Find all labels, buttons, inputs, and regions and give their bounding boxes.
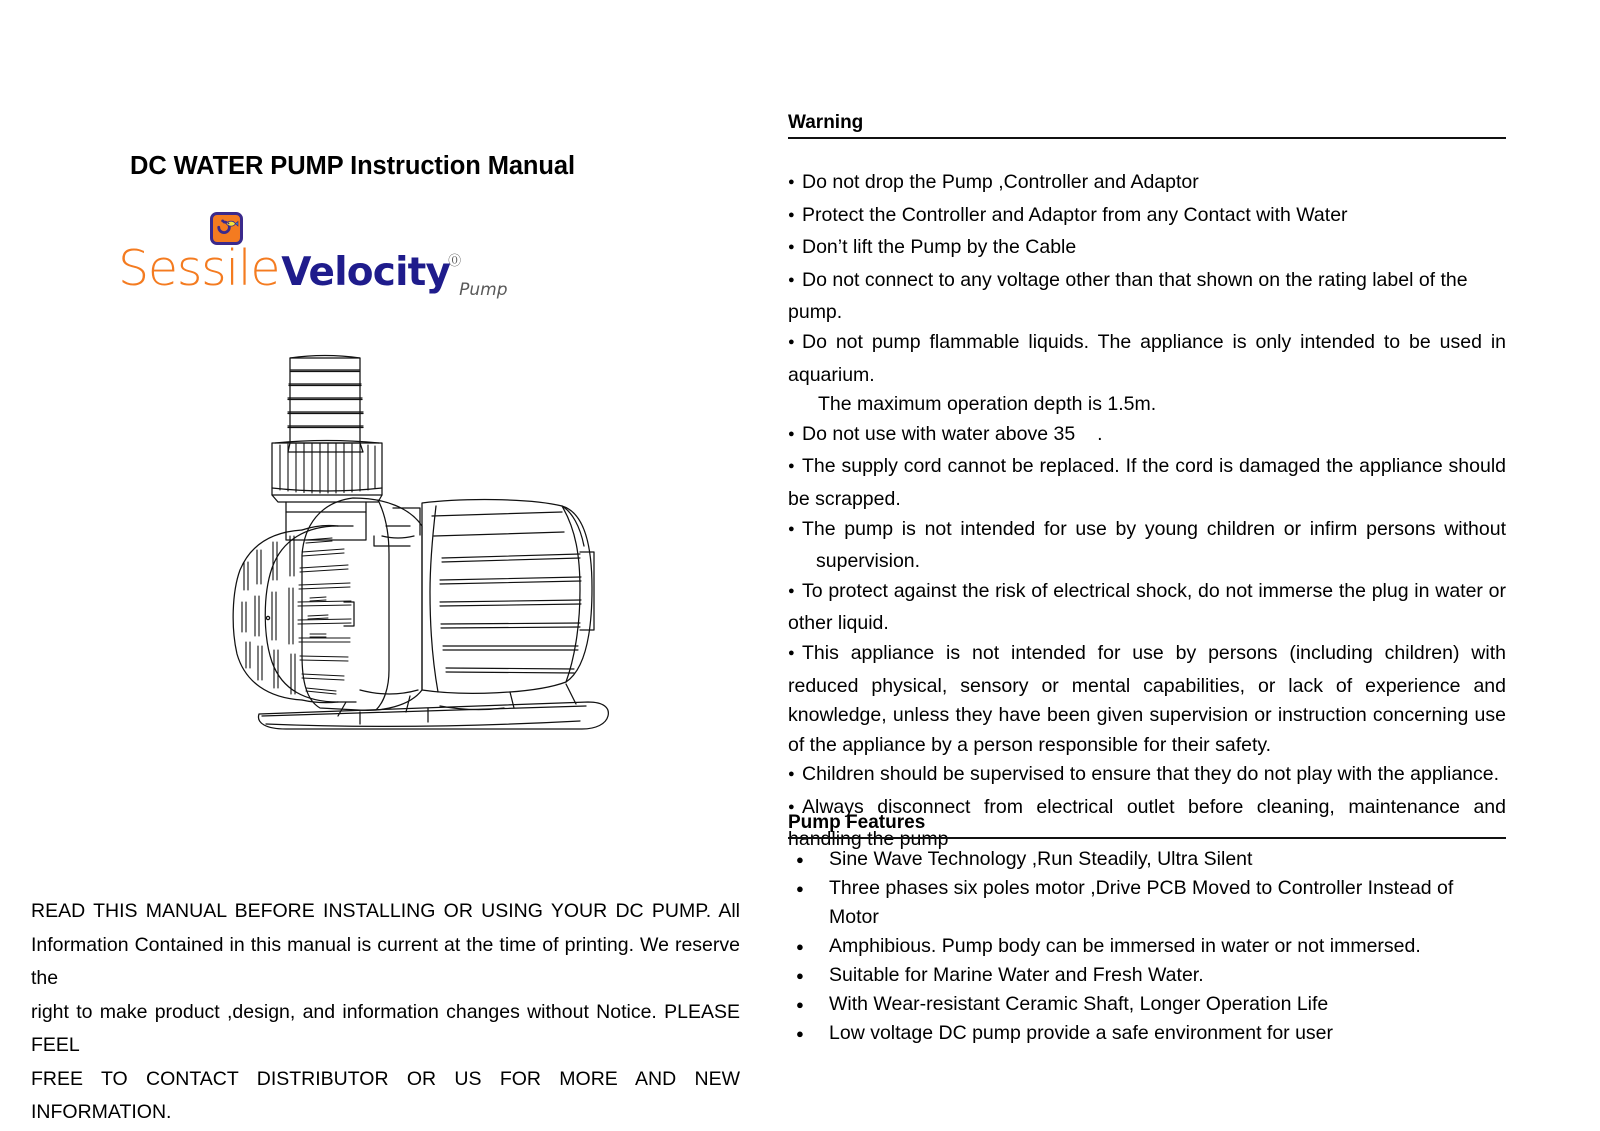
features-list	[788, 845, 1506, 1048]
read-notice-paragraph	[31, 895, 740, 1130]
feature-item	[788, 874, 1506, 932]
warning-item-text: The pump is not intended for use by young children or infirm persons without	[802, 517, 1506, 540]
warning-item-text: Protect the Controller and Adaptor from any Contact with Water	[802, 203, 1348, 226]
logo-wordmark	[118, 240, 512, 300]
logo-text-velocity: Velocity	[281, 250, 451, 295]
feature-item	[788, 1019, 1506, 1048]
bullet-icon	[796, 961, 804, 990]
warning-item	[788, 233, 1506, 266]
left-column	[0, 0, 770, 1131]
warning-item-text: Do not use with water above 35	[802, 422, 1076, 445]
warning-section-header	[788, 112, 1506, 139]
bullet-icon	[796, 990, 804, 1019]
feature-item	[788, 961, 1506, 990]
feature-item-text: Three phases six poles motor ,Drive PCB Moved to Controller Instead of Motor	[829, 877, 1454, 928]
warning-item-text: To protect against the risk of electrical shock, do not immerse the plug in water or other liquid.	[788, 579, 1506, 635]
bullet-icon	[796, 874, 804, 903]
logo-text-pump: Pump	[459, 280, 508, 300]
bullet-icon	[796, 932, 804, 961]
feature-item-text: Suitable for Marine Water and Fresh Water.	[829, 964, 1204, 986]
warning-subnote: The maximum operation depth is 1.5m.	[818, 393, 1157, 416]
feature-item-text: Amphibious. Pump body can be immersed in water or not immersed.	[829, 935, 1421, 957]
bullet-icon	[788, 760, 802, 793]
warning-heading: Warning	[788, 112, 864, 133]
bullet-icon	[788, 452, 802, 485]
warning-item-text: Do not pump flammable liquids. The appliance is only intended to be used in aquarium.	[788, 330, 1506, 386]
warning-item-text-tail: .	[1097, 422, 1103, 445]
bullet-icon	[796, 1019, 804, 1048]
logo-text-sessile: Sessile	[118, 240, 280, 297]
warning-list	[788, 168, 1506, 855]
read-notice-line: FREE TO CONTACT DISTRIBUTOR OR US FOR MORE AND NEW INFORMATION.	[31, 1067, 740, 1123]
warning-divider	[788, 137, 1506, 139]
read-notice-line: READ THIS MANUAL BEFORE INSTALLING OR USING YOUR DC PUMP. All	[31, 900, 740, 922]
feature-item-text: Sine Wave Technology ,Run Steadily, Ultra Silent	[829, 848, 1253, 870]
bullet-icon	[788, 266, 802, 299]
bullet-icon	[788, 168, 802, 201]
warning-item	[788, 515, 1506, 548]
right-column	[788, 0, 1508, 1131]
dc-water-pump-illustration	[110, 340, 630, 730]
warning-item	[788, 577, 1506, 639]
bullet-icon	[788, 577, 802, 610]
feature-item-text: Low voltage DC pump provide a safe environment for user	[829, 1022, 1334, 1044]
page-title: DC WATER PUMP Instruction Manual	[130, 152, 575, 180]
warning-item	[788, 420, 1506, 453]
warning-item-text: The supply cord cannot be replaced. If the cord is damaged the appliance should be scrapped.	[788, 455, 1506, 510]
warning-item-text: Do not drop the Pump ,Controller and Adaptor	[802, 171, 1199, 193]
bullet-icon	[788, 515, 802, 548]
warning-item-text: This appliance is not intended for use by persons (including children) with reduced physical, sensory or mental capabilities, or lack of experience and knowledge, unless they have been given supervision or instruction concerning use of the appliance by a person responsible for their safety.	[788, 641, 1506, 756]
feature-item	[788, 932, 1506, 961]
bullet-icon	[788, 201, 802, 234]
bullet-icon	[788, 233, 802, 266]
warning-item	[788, 168, 1506, 201]
read-notice-line: Information Contained in this manual is current at the time of printing. We reserve the	[31, 933, 740, 989]
warning-item	[788, 266, 1506, 328]
warning-item	[788, 639, 1506, 760]
bullet-icon	[788, 420, 802, 453]
warning-item	[788, 760, 1506, 793]
read-notice-line: right to make product ,design, and information changes without Notice. PLEASE FEEL	[31, 1000, 740, 1056]
bullet-icon	[788, 639, 802, 672]
features-divider	[788, 837, 1506, 839]
feature-item-text: With Wear-resistant Ceramic Shaft, Longer Operation Life	[829, 993, 1329, 1015]
warning-item-text: Always disconnect from electrical outlet before cleaning, maintenance and handling the pump	[788, 795, 1506, 851]
warning-item-text: Children should be supervised to ensure that they do not play with the appliance.	[802, 763, 1500, 786]
warning-item	[788, 201, 1506, 234]
feature-item	[788, 990, 1506, 1019]
features-heading: Pump Features	[788, 812, 926, 833]
trademark-icon: ⓪	[448, 252, 462, 268]
bullet-icon	[788, 328, 802, 361]
warning-item-text: Do not connect to any voltage other than that shown on the rating label of the pump.	[788, 268, 1468, 324]
warning-item	[788, 328, 1506, 390]
warning-item-continuation: supervision.	[816, 550, 921, 573]
features-section-header	[788, 812, 1506, 839]
feature-item	[788, 845, 1506, 874]
warning-item-text: Don’t lift the Pump by the Cable	[802, 236, 1077, 259]
warning-item	[788, 452, 1506, 514]
bullet-icon	[796, 845, 804, 874]
brand-logo	[118, 212, 508, 307]
